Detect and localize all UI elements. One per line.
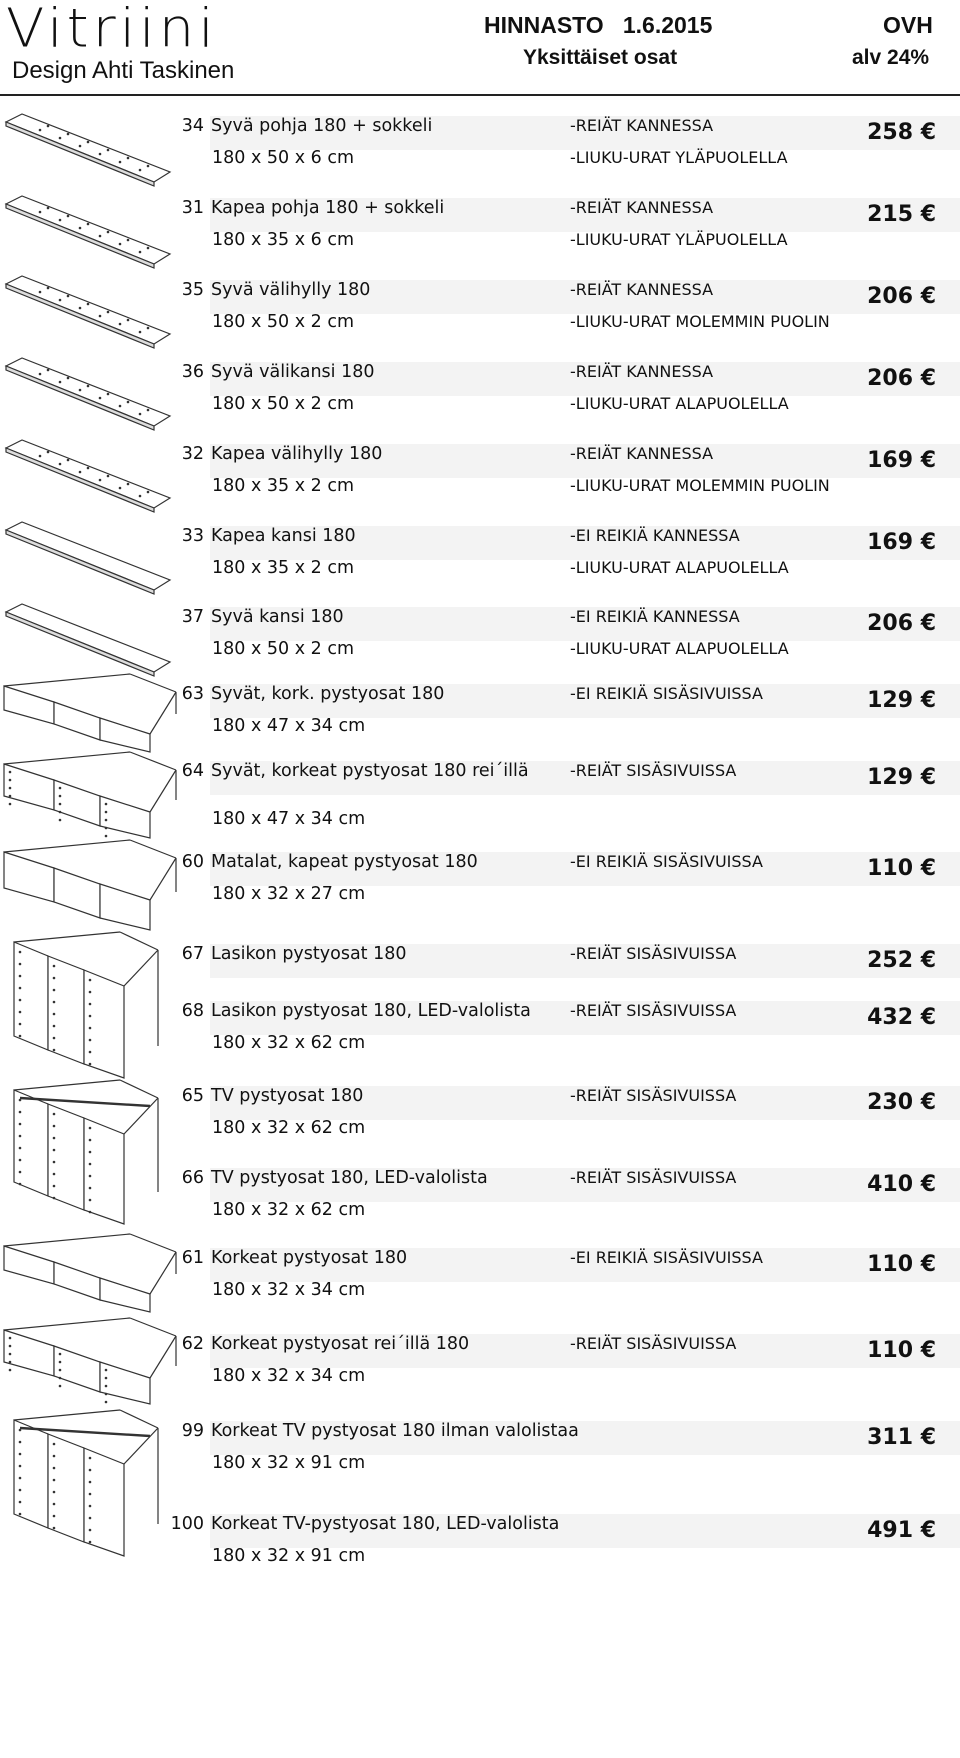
product-name: Syvä pohja 180 + sokkeli xyxy=(211,116,433,136)
product-dimensions: 180 x 32 x 34 cm xyxy=(212,1280,366,1300)
product-note-secondary: -LIUKU-URAT MOLEMMIN PUOLIN xyxy=(570,312,830,331)
product-note: -REIÄT SISÄSIVUISSA xyxy=(570,944,737,963)
product-note: -EI REIKIÄ SISÄSIVUISSA xyxy=(570,1248,763,1267)
side-panels-icon xyxy=(0,1232,180,1314)
product-code: 63 xyxy=(181,684,204,704)
product-code: 34 xyxy=(181,116,204,136)
product-dimensions: 180 x 47 x 34 cm xyxy=(212,809,366,829)
product-note: -EI REIKIÄ SISÄSIVUISSA xyxy=(570,852,763,871)
long-board-icon xyxy=(0,432,180,514)
product-price: 169 € xyxy=(867,448,936,473)
product-note-secondary: -LIUKU-URAT YLÄPUOLELLA xyxy=(570,230,788,249)
product-code: 65 xyxy=(181,1086,204,1106)
price-type-label: OVH xyxy=(883,12,933,38)
product-price: 258 € xyxy=(867,120,936,145)
product-price: 129 € xyxy=(867,765,936,790)
product-note: -REIÄT KANNESSA xyxy=(570,198,714,217)
product-price: 491 € xyxy=(867,1518,936,1543)
product-code: 100 xyxy=(170,1514,204,1534)
product-name: Syvä välikansi 180 xyxy=(211,362,375,382)
product-dimensions: 180 x 32 x 62 cm xyxy=(212,1200,366,1220)
product-note: -EI REIKIÄ KANNESSA xyxy=(570,607,740,626)
product-code: 36 xyxy=(181,362,204,382)
long-board-icon xyxy=(0,268,180,350)
product-name: Lasikon pystyosat 180 xyxy=(211,944,407,964)
product-note: -REIÄT SISÄSIVUISSA xyxy=(570,761,737,780)
product-note: -REIÄT SISÄSIVUISSA xyxy=(570,1334,737,1353)
product-code: 67 xyxy=(181,944,204,964)
product-name: TV pystyosat 180, LED-valolista xyxy=(211,1168,488,1188)
product-name: Matalat, kapeat pystyosat 180 xyxy=(211,852,478,872)
header-divider xyxy=(0,94,960,96)
product-name: Syvä kansi 180 xyxy=(211,607,344,627)
side-panels-icon xyxy=(0,838,180,932)
price-list-subtitle: Yksittäiset osat xyxy=(523,46,678,69)
product-name: Korkeat TV pystyosat 180 ilman valolistaa xyxy=(211,1421,579,1441)
product-code: 32 xyxy=(181,444,204,464)
header xyxy=(0,0,960,96)
product-price: 230 € xyxy=(867,1090,936,1115)
product-dimensions: 180 x 50 x 6 cm xyxy=(212,148,354,168)
product-code: 99 xyxy=(181,1421,204,1441)
product-dimensions: 180 x 32 x 62 cm xyxy=(212,1118,366,1138)
product-price: 206 € xyxy=(867,366,936,391)
product-code: 60 xyxy=(181,852,204,872)
product-note: -REIÄT KANNESSA xyxy=(570,444,714,463)
product-price: 110 € xyxy=(867,1252,936,1277)
product-price: 129 € xyxy=(867,688,936,713)
product-code: 66 xyxy=(181,1168,204,1188)
product-note: -REIÄT KANNESSA xyxy=(570,362,714,381)
product-name: Lasikon pystyosat 180, LED-valolista xyxy=(211,1001,531,1021)
product-dimensions: 180 x 50 x 2 cm xyxy=(212,639,354,659)
side-panels-icon xyxy=(0,1316,180,1406)
product-code: 33 xyxy=(181,526,204,546)
product-code: 31 xyxy=(181,198,204,218)
side-panels-icon xyxy=(0,750,180,840)
product-price: 410 € xyxy=(867,1172,936,1197)
product-note: -REIÄT KANNESSA xyxy=(570,280,714,299)
plain-board-icon xyxy=(0,514,180,596)
product-price: 432 € xyxy=(867,1005,936,1030)
product-name: Syvät, kork. pystyosat 180 xyxy=(211,684,445,704)
product-note-secondary: -LIUKU-URAT YLÄPUOLELLA xyxy=(570,148,788,167)
product-note: -EI REIKIÄ KANNESSA xyxy=(570,526,740,545)
product-note-secondary: -LIUKU-URAT ALAPUOLELLA xyxy=(570,558,789,577)
product-dimensions: 180 x 50 x 2 cm xyxy=(212,312,354,332)
product-note-secondary: -LIUKU-URAT MOLEMMIN PUOLIN xyxy=(570,476,830,495)
product-note: -REIÄT SISÄSIVUISSA xyxy=(570,1086,737,1105)
tv-panels-icon xyxy=(0,1078,180,1226)
product-name: Korkeat TV-pystyosat 180, LED-valolista xyxy=(211,1514,560,1534)
product-dimensions: 180 x 35 x 2 cm xyxy=(212,558,354,578)
product-dimensions: 180 x 50 x 2 cm xyxy=(212,394,354,414)
product-note: -REIÄT KANNESSA xyxy=(570,116,714,135)
product-name: Kapea kansi 180 xyxy=(211,526,356,546)
product-note: -EI REIKIÄ SISÄSIVUISSA xyxy=(570,684,763,703)
product-code: 64 xyxy=(181,761,204,781)
product-note-secondary: -LIUKU-URAT ALAPUOLELLA xyxy=(570,639,789,658)
product-price: 311 € xyxy=(867,1425,936,1450)
product-dimensions: 180 x 32 x 91 cm xyxy=(212,1546,366,1566)
product-price: 206 € xyxy=(867,284,936,309)
product-dimensions: 180 x 35 x 2 cm xyxy=(212,476,354,496)
side-panels-icon xyxy=(0,672,180,754)
product-code: 35 xyxy=(181,280,204,300)
product-price: 252 € xyxy=(867,948,936,973)
product-price: 110 € xyxy=(867,856,936,881)
long-board-icon xyxy=(0,350,180,432)
price-list-title: HINNASTO 1.6.2015 xyxy=(484,12,713,38)
product-note-secondary: -LIUKU-URAT ALAPUOLELLA xyxy=(570,394,789,413)
brand-logo: Vitriini xyxy=(6,0,218,60)
long-board-icon xyxy=(0,188,180,270)
product-name: Syvä välihylly 180 xyxy=(211,280,371,300)
plain-board-icon xyxy=(0,596,180,678)
product-name: Kapea pohja 180 + sokkeli xyxy=(211,198,445,218)
product-name: Korkeat pystyosat rei´illä 180 xyxy=(211,1334,470,1354)
product-price: 110 € xyxy=(867,1338,936,1363)
product-name: TV pystyosat 180 xyxy=(211,1086,364,1106)
vat-label: alv 24% xyxy=(852,46,930,69)
product-code: 61 xyxy=(181,1248,204,1268)
product-dimensions: 180 x 32 x 27 cm xyxy=(212,884,366,904)
product-name: Kapea välihylly 180 xyxy=(211,444,383,464)
product-name: Syvät, korkeat pystyosat 180 rei´illä xyxy=(211,761,529,781)
product-price: 206 € xyxy=(867,611,936,636)
product-code: 68 xyxy=(181,1001,204,1021)
product-price: 169 € xyxy=(867,530,936,555)
product-code: 62 xyxy=(181,1334,204,1354)
product-dimensions: 180 x 47 x 34 cm xyxy=(212,716,366,736)
designer-name: Design Ahti Taskinen xyxy=(12,57,235,84)
product-dimensions: 180 x 32 x 34 cm xyxy=(212,1366,366,1386)
product-dimensions: 180 x 35 x 6 cm xyxy=(212,230,354,250)
product-dimensions: 180 x 32 x 91 cm xyxy=(212,1453,366,1473)
product-price: 215 € xyxy=(867,202,936,227)
product-dimensions: 180 x 32 x 62 cm xyxy=(212,1033,366,1053)
product-note: -REIÄT SISÄSIVUISSA xyxy=(570,1168,737,1187)
tall-panels-icon xyxy=(0,930,180,1080)
tall-tv-panels-icon xyxy=(0,1408,180,1558)
long-board-icon xyxy=(0,106,180,188)
product-name: Korkeat pystyosat 180 xyxy=(211,1248,408,1268)
product-note: -REIÄT SISÄSIVUISSA xyxy=(570,1001,737,1020)
product-code: 37 xyxy=(181,607,204,627)
